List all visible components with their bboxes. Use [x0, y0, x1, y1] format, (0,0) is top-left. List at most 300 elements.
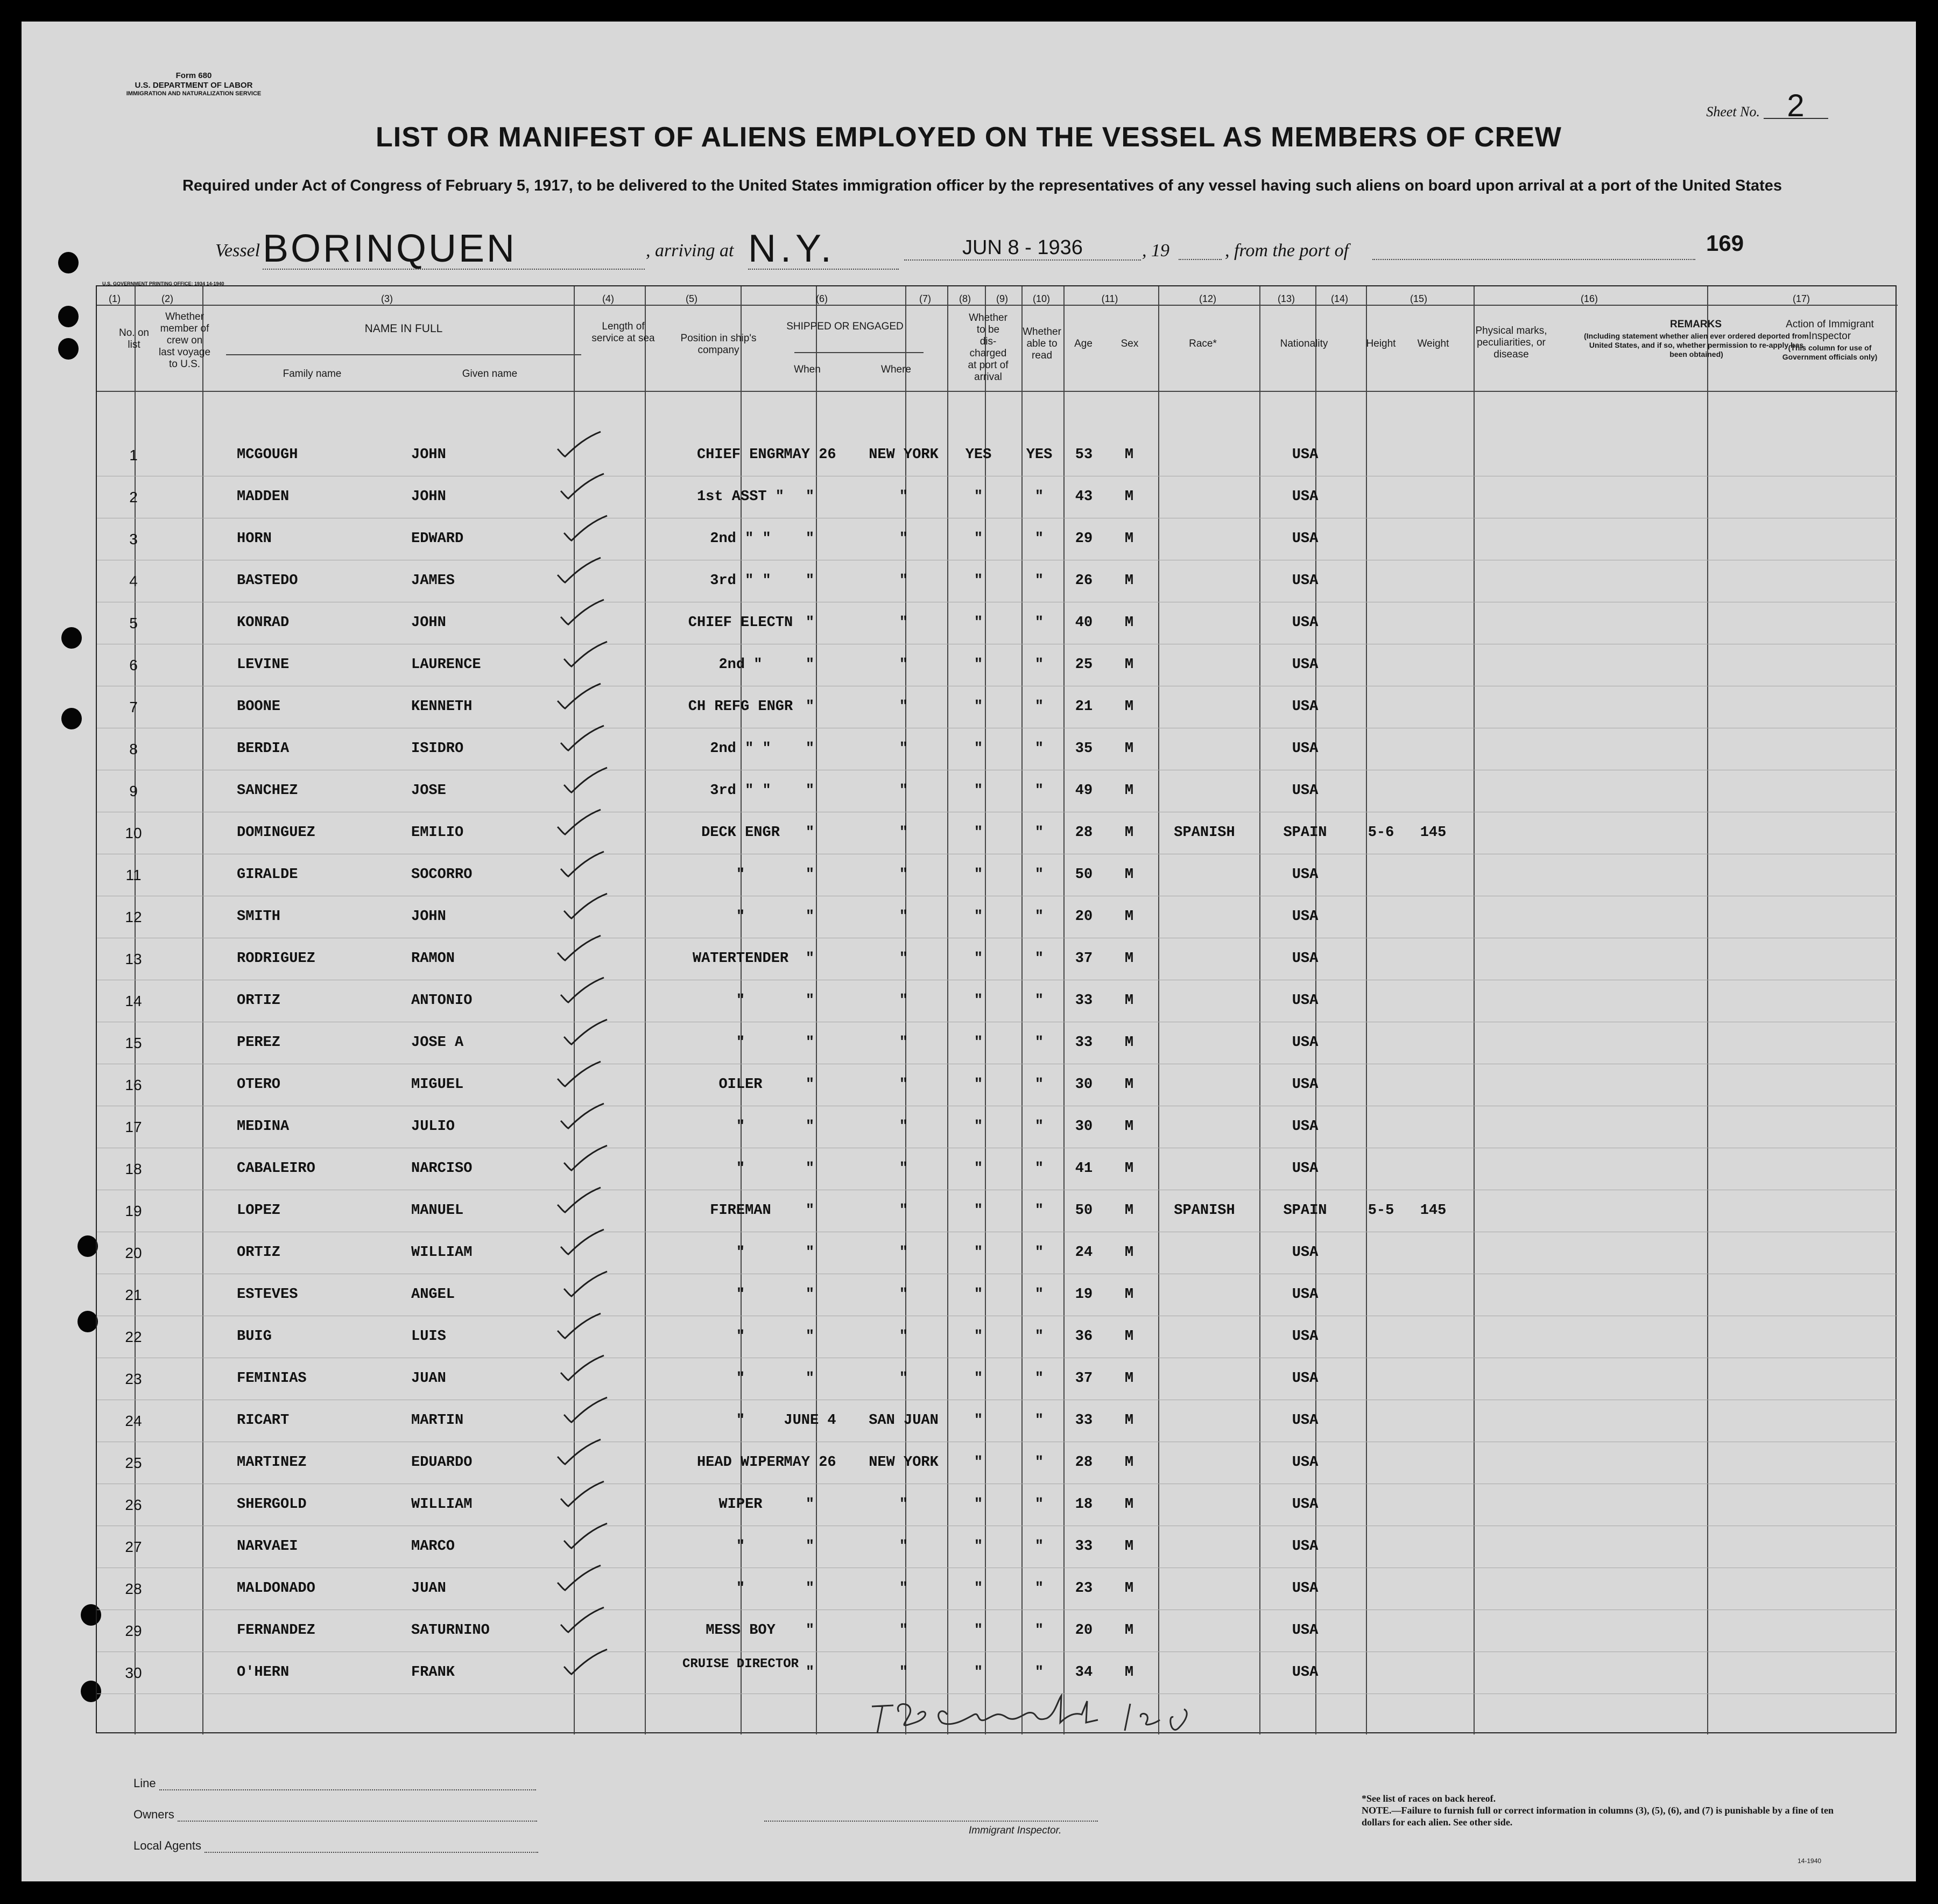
cell-given: LAURENCE: [411, 657, 481, 673]
cell-when: MAY 26: [784, 1455, 836, 1471]
cell-sex: M: [1124, 699, 1134, 715]
cell-disc: ": [974, 1580, 983, 1597]
cell-position: ": [736, 1329, 745, 1345]
cell-sex: M: [1124, 1161, 1134, 1177]
page-subtitle: Required under Act of Congress of February 5, 1917, to be delivered to the United States immigration officer by the representatives of any vessel having such aliens on board upon arrival at a port of the United States: [182, 177, 1782, 194]
check-mark-icon: [558, 723, 606, 754]
cell-given: FRANK: [411, 1664, 455, 1681]
cell-nat: USA: [1292, 1622, 1319, 1639]
cell-disc: ": [974, 489, 983, 505]
page-title: LIST OR MANIFEST OF ALIENS EMPLOYED ON THE VESSEL AS MEMBERS OF CREW: [376, 122, 1562, 153]
cell-family: ORTIZ: [237, 993, 281, 1009]
cell-position: ": [736, 1538, 745, 1555]
check-mark-icon: [554, 430, 603, 460]
check-mark-icon: [558, 1227, 606, 1257]
cell-disc: ": [974, 1413, 983, 1429]
cell-read: ": [1034, 1538, 1044, 1555]
cell-read: ": [1034, 909, 1044, 925]
cell-disc: ": [974, 1664, 983, 1681]
inspector-label: Immigrant Inspector.: [969, 1825, 1062, 1836]
cell-disc: ": [974, 1245, 983, 1261]
cell-given: MARTIN: [411, 1413, 464, 1429]
cell-age: 34: [1075, 1664, 1093, 1681]
form-number: Form 680: [175, 71, 212, 80]
cell-nat: SPAIN: [1283, 825, 1327, 841]
cell-when: ": [805, 951, 815, 967]
cell-sex: M: [1124, 1119, 1134, 1135]
cell-given: ANGEL: [411, 1287, 455, 1303]
cell-family: RICART: [237, 1413, 290, 1429]
cell-read: ": [1034, 1371, 1044, 1387]
cell-position: 2nd " ": [710, 741, 771, 757]
cell-sex: M: [1124, 1580, 1134, 1597]
punch-hole: [61, 627, 82, 649]
vessel-name: BORINQUEN: [263, 229, 645, 270]
cell-when: ": [805, 1496, 815, 1513]
cell-family: MADDEN: [237, 489, 290, 505]
cell-read: ": [1034, 1413, 1044, 1429]
cell-when: ": [805, 531, 815, 547]
cell-position: 2nd ": [718, 657, 763, 673]
cell-nat: USA: [1292, 1245, 1319, 1261]
cell-given: LUIS: [411, 1329, 446, 1345]
cell-age: 30: [1075, 1077, 1093, 1093]
cell-age: 21: [1075, 699, 1093, 715]
header-action: Action of Immigrant Inspector: [1786, 319, 1874, 342]
cell-family: FERNANDEZ: [237, 1622, 315, 1639]
cell-age: 40: [1075, 615, 1093, 631]
fine-note: NOTE.—Failure to furnish full or correct information in columns (3), (5), (6), and (7) is punishable by a fine of ten dollars for each alien. See other side.: [1362, 1805, 1834, 1828]
cell-where: ": [899, 1371, 908, 1387]
service: IMMIGRATION AND NATURALIZATION SERVICE: [126, 90, 262, 97]
cell-position: WIPER: [718, 1496, 763, 1513]
cell-sex: M: [1124, 1413, 1134, 1429]
cell-read: ": [1034, 1580, 1044, 1597]
cell-age: 18: [1075, 1496, 1093, 1513]
cell-where: ": [899, 867, 908, 883]
check-mark-icon: [554, 1185, 603, 1216]
cell-when: ": [805, 699, 815, 715]
cell-read: ": [1034, 699, 1044, 715]
cell-read: ": [1034, 825, 1044, 841]
cell-given: NARCISO: [411, 1161, 473, 1177]
cell-given: EMILIO: [411, 825, 464, 841]
check-mark-icon: [558, 975, 606, 1006]
from-label: , from the port of: [1225, 241, 1349, 261]
manifest-page: [22, 22, 1916, 1881]
check-mark-icon: [561, 1395, 609, 1425]
cell-read: ": [1034, 1245, 1044, 1261]
cell-given: EDWARD: [411, 531, 464, 547]
cell-read: ": [1034, 573, 1044, 589]
cell-when: ": [805, 657, 815, 673]
cell-disc: ": [974, 615, 983, 631]
cell-disc: ": [974, 993, 983, 1009]
cell-family: BERDIA: [237, 741, 290, 757]
cell-nat: USA: [1292, 657, 1319, 673]
cell-read: ": [1034, 1119, 1044, 1135]
cell-disc: ": [974, 1119, 983, 1135]
check-mark-icon: [558, 1605, 606, 1635]
cell-where: ": [899, 951, 908, 967]
cell-nat: USA: [1292, 531, 1319, 547]
cell-nat: USA: [1292, 783, 1319, 799]
cell-nat: USA: [1292, 1664, 1319, 1681]
cell-where: ": [899, 1496, 908, 1513]
cell-disc: ": [974, 1035, 983, 1051]
cell-where: ": [899, 1245, 908, 1261]
cell-read: YES: [1026, 447, 1053, 463]
cell-when: ": [805, 783, 815, 799]
cell-where: ": [899, 615, 908, 631]
header-physical: Physical marks, peculiarities, or disease: [1475, 325, 1547, 360]
cell-when: ": [805, 741, 815, 757]
cell-given: EDUARDO: [411, 1455, 473, 1471]
cell-nat: USA: [1292, 1161, 1319, 1177]
cell-position: WATERTENDER: [692, 951, 789, 967]
cell-family: OTERO: [237, 1077, 281, 1093]
cell-no: 19: [125, 1203, 142, 1219]
cell-given: JUAN: [411, 1371, 446, 1387]
cell-age: 36: [1075, 1329, 1093, 1345]
cell-where: ": [899, 783, 908, 799]
cell-read: ": [1034, 741, 1044, 757]
check-mark-icon: [554, 1437, 603, 1467]
cell-no: 30: [125, 1664, 142, 1681]
header-nationality: Nationality: [1280, 338, 1328, 349]
cell-nat: USA: [1292, 489, 1319, 505]
cell-sex: M: [1124, 1664, 1134, 1681]
cell-position: ": [736, 1161, 745, 1177]
cell-nat: USA: [1292, 615, 1319, 631]
header-given: Given name: [462, 368, 518, 380]
cell-family: SMITH: [237, 909, 281, 925]
cell-no: 26: [125, 1496, 142, 1513]
cell-family: NARVAEI: [237, 1538, 298, 1555]
cell-nat: USA: [1292, 1538, 1319, 1555]
cell-no: 3: [129, 531, 138, 547]
cell-given: RAMON: [411, 951, 455, 967]
cell-disc: ": [974, 1329, 983, 1345]
cell-position: ": [736, 1119, 745, 1135]
cell-family: SANCHEZ: [237, 783, 298, 799]
cell-sex: M: [1124, 531, 1134, 547]
header-length: Length of service at sea: [591, 321, 655, 344]
cell-nat: USA: [1292, 447, 1319, 463]
cell-sex: M: [1124, 951, 1134, 967]
check-mark-icon: [561, 640, 609, 670]
cell-family: MEDINA: [237, 1119, 290, 1135]
cell-given: JOHN: [411, 615, 446, 631]
cell-position: 1st ASST ": [696, 489, 785, 505]
cell-read: ": [1034, 615, 1044, 631]
cell-family: LOPEZ: [237, 1203, 281, 1219]
cell-age: 20: [1075, 1622, 1093, 1639]
cell-no: 9: [129, 783, 138, 799]
cell-when: ": [805, 1664, 815, 1681]
cell-no: 10: [125, 825, 142, 841]
check-mark-icon: [561, 1269, 609, 1299]
cell-position: CHIEF ELECTN: [688, 615, 793, 631]
cell-given: KENNETH: [411, 699, 473, 715]
cell-family: HORN: [237, 531, 272, 547]
cell-no: 7: [129, 699, 138, 715]
check-mark-icon: [558, 1353, 606, 1383]
cell-position: ": [736, 867, 745, 883]
cell-when: ": [805, 909, 815, 925]
cell-read: ": [1034, 1622, 1044, 1639]
footer-note: [1362, 1793, 1846, 1828]
cell-nat: USA: [1292, 951, 1319, 967]
cell-where: ": [899, 1161, 908, 1177]
cell-position: OILER: [718, 1077, 763, 1093]
cell-where: ": [899, 531, 908, 547]
col-number: (12): [1199, 293, 1216, 304]
cell-given: WILLIAM: [411, 1496, 473, 1513]
header-read: Whether able to read: [1023, 326, 1061, 361]
cell-given: MANUEL: [411, 1203, 464, 1219]
cell-height: 5-6: [1368, 825, 1394, 841]
cell-family: SHERGOLD: [237, 1496, 307, 1513]
cell-position: 3rd " ": [710, 573, 771, 589]
header-race: Race*: [1189, 338, 1217, 349]
cell-when: ": [805, 489, 815, 505]
punch-hole: [58, 252, 79, 273]
cell-where: ": [899, 1622, 908, 1639]
header-where: Where: [881, 364, 911, 375]
cell-where: ": [899, 699, 908, 715]
sheet-value: 2: [1764, 94, 1828, 119]
check-mark-icon: [554, 1563, 603, 1593]
cell-sex: M: [1124, 993, 1134, 1009]
cell-sex: M: [1124, 1035, 1134, 1051]
cell-no: 11: [125, 867, 142, 883]
col-number: (6): [816, 293, 828, 304]
cell-disc: ": [974, 867, 983, 883]
col-number: (8): [959, 293, 971, 304]
printer-line: U.S. GOVERNMENT PRINTING OFFICE: 1934 14-1940: [102, 281, 224, 286]
cell-nat: USA: [1292, 1413, 1319, 1429]
cell-disc: ": [974, 573, 983, 589]
cell-when: ": [805, 867, 815, 883]
cell-sex: M: [1124, 1077, 1134, 1093]
cell-no: 29: [125, 1622, 142, 1639]
cell-read: ": [1034, 1203, 1044, 1219]
cell-position: HEAD WIPER: [696, 1455, 785, 1471]
cell-age: 29: [1075, 531, 1093, 547]
cell-when: ": [805, 1077, 815, 1093]
cell-read: ": [1034, 993, 1044, 1009]
cell-age: 23: [1075, 1580, 1093, 1597]
header-position: Position in ship's company: [680, 333, 757, 356]
cell-given: MIGUEL: [411, 1077, 464, 1093]
cell-when: ": [805, 1287, 815, 1303]
cell-sex: M: [1124, 741, 1134, 757]
cell-sex: M: [1124, 1622, 1134, 1639]
header-remarks: REMARKS: [1669, 319, 1722, 330]
cell-no: 8: [129, 741, 138, 757]
cell-where: ": [899, 1664, 908, 1681]
cell-family: ORTIZ: [237, 1245, 281, 1261]
punch-hole: [58, 306, 79, 327]
header-discharged: Whether to be dis- charged at port of arrival: [968, 312, 1009, 383]
cell-family: MARTINEZ: [237, 1455, 307, 1471]
cell-given: JUAN: [411, 1580, 446, 1597]
col-number: (1): [109, 293, 121, 304]
cell-family: KONRAD: [237, 615, 290, 631]
vessel-line: [215, 229, 1830, 272]
cell-nat: USA: [1292, 993, 1319, 1009]
cell-given: ISIDRO: [411, 741, 464, 757]
cell-weight: 145: [1420, 825, 1447, 841]
cell-sex: M: [1124, 615, 1134, 631]
cell-given: JULIO: [411, 1119, 455, 1135]
cell-disc: ": [974, 1203, 983, 1219]
cell-age: 50: [1075, 867, 1093, 883]
check-mark-icon: [561, 1143, 609, 1174]
cell-disc: ": [974, 699, 983, 715]
header-age: Age: [1074, 338, 1093, 349]
cell-family: BOONE: [237, 699, 281, 715]
cell-when: ": [805, 573, 815, 589]
cell-no: 23: [125, 1371, 142, 1387]
sheet-number: [1679, 88, 1841, 123]
cell-when: ": [805, 1245, 815, 1261]
header-remarks-sub: (Including statement whether alien ever ordered deported from United States, and if so, whether permission to re-apply has been obtained): [1584, 332, 1809, 359]
form-identifier: [86, 71, 301, 97]
cell-position: ": [736, 909, 745, 925]
punch-hole: [77, 1235, 98, 1257]
header-name: NAME IN FULL: [364, 322, 443, 335]
col-number: (17): [1792, 293, 1810, 304]
cell-sex: M: [1124, 783, 1134, 799]
cell-position: ": [736, 993, 745, 1009]
cell-position: ": [736, 1580, 745, 1597]
cell-disc: ": [974, 1161, 983, 1177]
cell-when: ": [805, 1329, 815, 1345]
cell-when: ": [805, 1119, 815, 1135]
cell-nat: USA: [1292, 1329, 1319, 1345]
cell-given: MARCO: [411, 1538, 455, 1555]
check-mark-icon: [558, 849, 606, 880]
cell-where: SAN JUAN: [869, 1413, 939, 1429]
arrival-port: N.Y.: [748, 229, 899, 270]
cell-sex: M: [1124, 1245, 1134, 1261]
cell-age: 30: [1075, 1119, 1093, 1135]
col-number: (13): [1277, 293, 1295, 304]
punch-hole: [58, 338, 79, 360]
col-number: (14): [1330, 293, 1348, 304]
cell-age: 43: [1075, 489, 1093, 505]
from-port-blank: [1372, 259, 1695, 260]
header-no: No. on list: [119, 327, 149, 350]
race-note: *See list of races on back hereof.: [1362, 1793, 1496, 1804]
cell-no: 18: [125, 1161, 142, 1177]
check-mark-icon: [561, 1521, 609, 1551]
check-mark-icon: [554, 1059, 603, 1090]
col-number: (11): [1101, 293, 1118, 304]
cell-no: 15: [125, 1035, 142, 1051]
cell-no: 5: [129, 615, 138, 631]
check-mark-icon: [561, 765, 609, 796]
cell-position: CRUISE DIRECTOR: [682, 1657, 799, 1671]
cell-no: 17: [125, 1119, 142, 1135]
punch-hole: [77, 1311, 98, 1332]
check-mark-icon: [561, 891, 609, 922]
cell-no: 16: [125, 1077, 142, 1093]
header-family: Family name: [283, 368, 342, 380]
cell-no: 14: [125, 993, 142, 1009]
check-mark-icon: [561, 514, 609, 544]
cell-age: 50: [1075, 1203, 1093, 1219]
cell-height: 5-5: [1368, 1203, 1394, 1219]
cell-disc: ": [974, 783, 983, 799]
cell-given: JOHN: [411, 447, 446, 463]
cell-read: ": [1034, 1287, 1044, 1303]
sheet-label: Sheet No.: [1706, 104, 1760, 120]
cell-nat: SPAIN: [1283, 1203, 1327, 1219]
cell-sex: M: [1124, 909, 1134, 925]
check-mark-icon: [554, 1311, 603, 1341]
cell-sex: M: [1124, 447, 1134, 463]
cell-family: LEVINE: [237, 657, 290, 673]
cell-age: 20: [1075, 909, 1093, 925]
cell-nat: USA: [1292, 1580, 1319, 1597]
col-number: (5): [686, 293, 697, 304]
check-mark-icon: [561, 1017, 609, 1048]
cell-nat: USA: [1292, 1455, 1319, 1471]
cell-nat: USA: [1292, 1035, 1319, 1051]
cell-disc: ": [974, 1622, 983, 1639]
cell-no: 21: [125, 1287, 142, 1303]
cell-given: SATURNINO: [411, 1622, 490, 1639]
cell-read: ": [1034, 1496, 1044, 1513]
inspector-signature-handwritten: [861, 1685, 1249, 1739]
check-mark-icon: [558, 472, 606, 502]
cell-disc: ": [974, 909, 983, 925]
cell-position: 2nd " ": [710, 531, 771, 547]
cell-nat: USA: [1292, 867, 1319, 883]
cell-no: 6: [129, 657, 138, 673]
check-mark-icon: [554, 933, 603, 964]
cell-given: JOSE A: [411, 1035, 464, 1051]
cell-position: ": [736, 1287, 745, 1303]
cell-age: 53: [1075, 447, 1093, 463]
check-mark-icon: [558, 598, 606, 628]
header-sex: Sex: [1120, 338, 1139, 349]
cell-where: ": [899, 1538, 908, 1555]
header-member: Whether member of crew on last voyage to U.S.: [158, 311, 211, 370]
cell-given: SOCORRO: [411, 867, 473, 883]
form-code: 14-1940: [1798, 1857, 1822, 1865]
cell-no: 25: [125, 1455, 142, 1471]
cell-when: ": [805, 1580, 815, 1597]
cell-where: ": [899, 1119, 908, 1135]
cell-sex: M: [1124, 1455, 1134, 1471]
check-mark-icon: [554, 681, 603, 712]
cell-disc: ": [974, 1371, 983, 1387]
year-blank: [1179, 259, 1222, 260]
cell-where: ": [899, 825, 908, 841]
owners-label: Owners: [133, 1808, 174, 1821]
cell-family: FEMINIAS: [237, 1371, 307, 1387]
cell-family: BUIG: [237, 1329, 272, 1345]
cell-age: 37: [1075, 1371, 1093, 1387]
cell-nat: USA: [1292, 1287, 1319, 1303]
cell-nat: USA: [1292, 1496, 1319, 1513]
check-mark-icon: [554, 807, 603, 838]
cell-given: JOHN: [411, 489, 446, 505]
